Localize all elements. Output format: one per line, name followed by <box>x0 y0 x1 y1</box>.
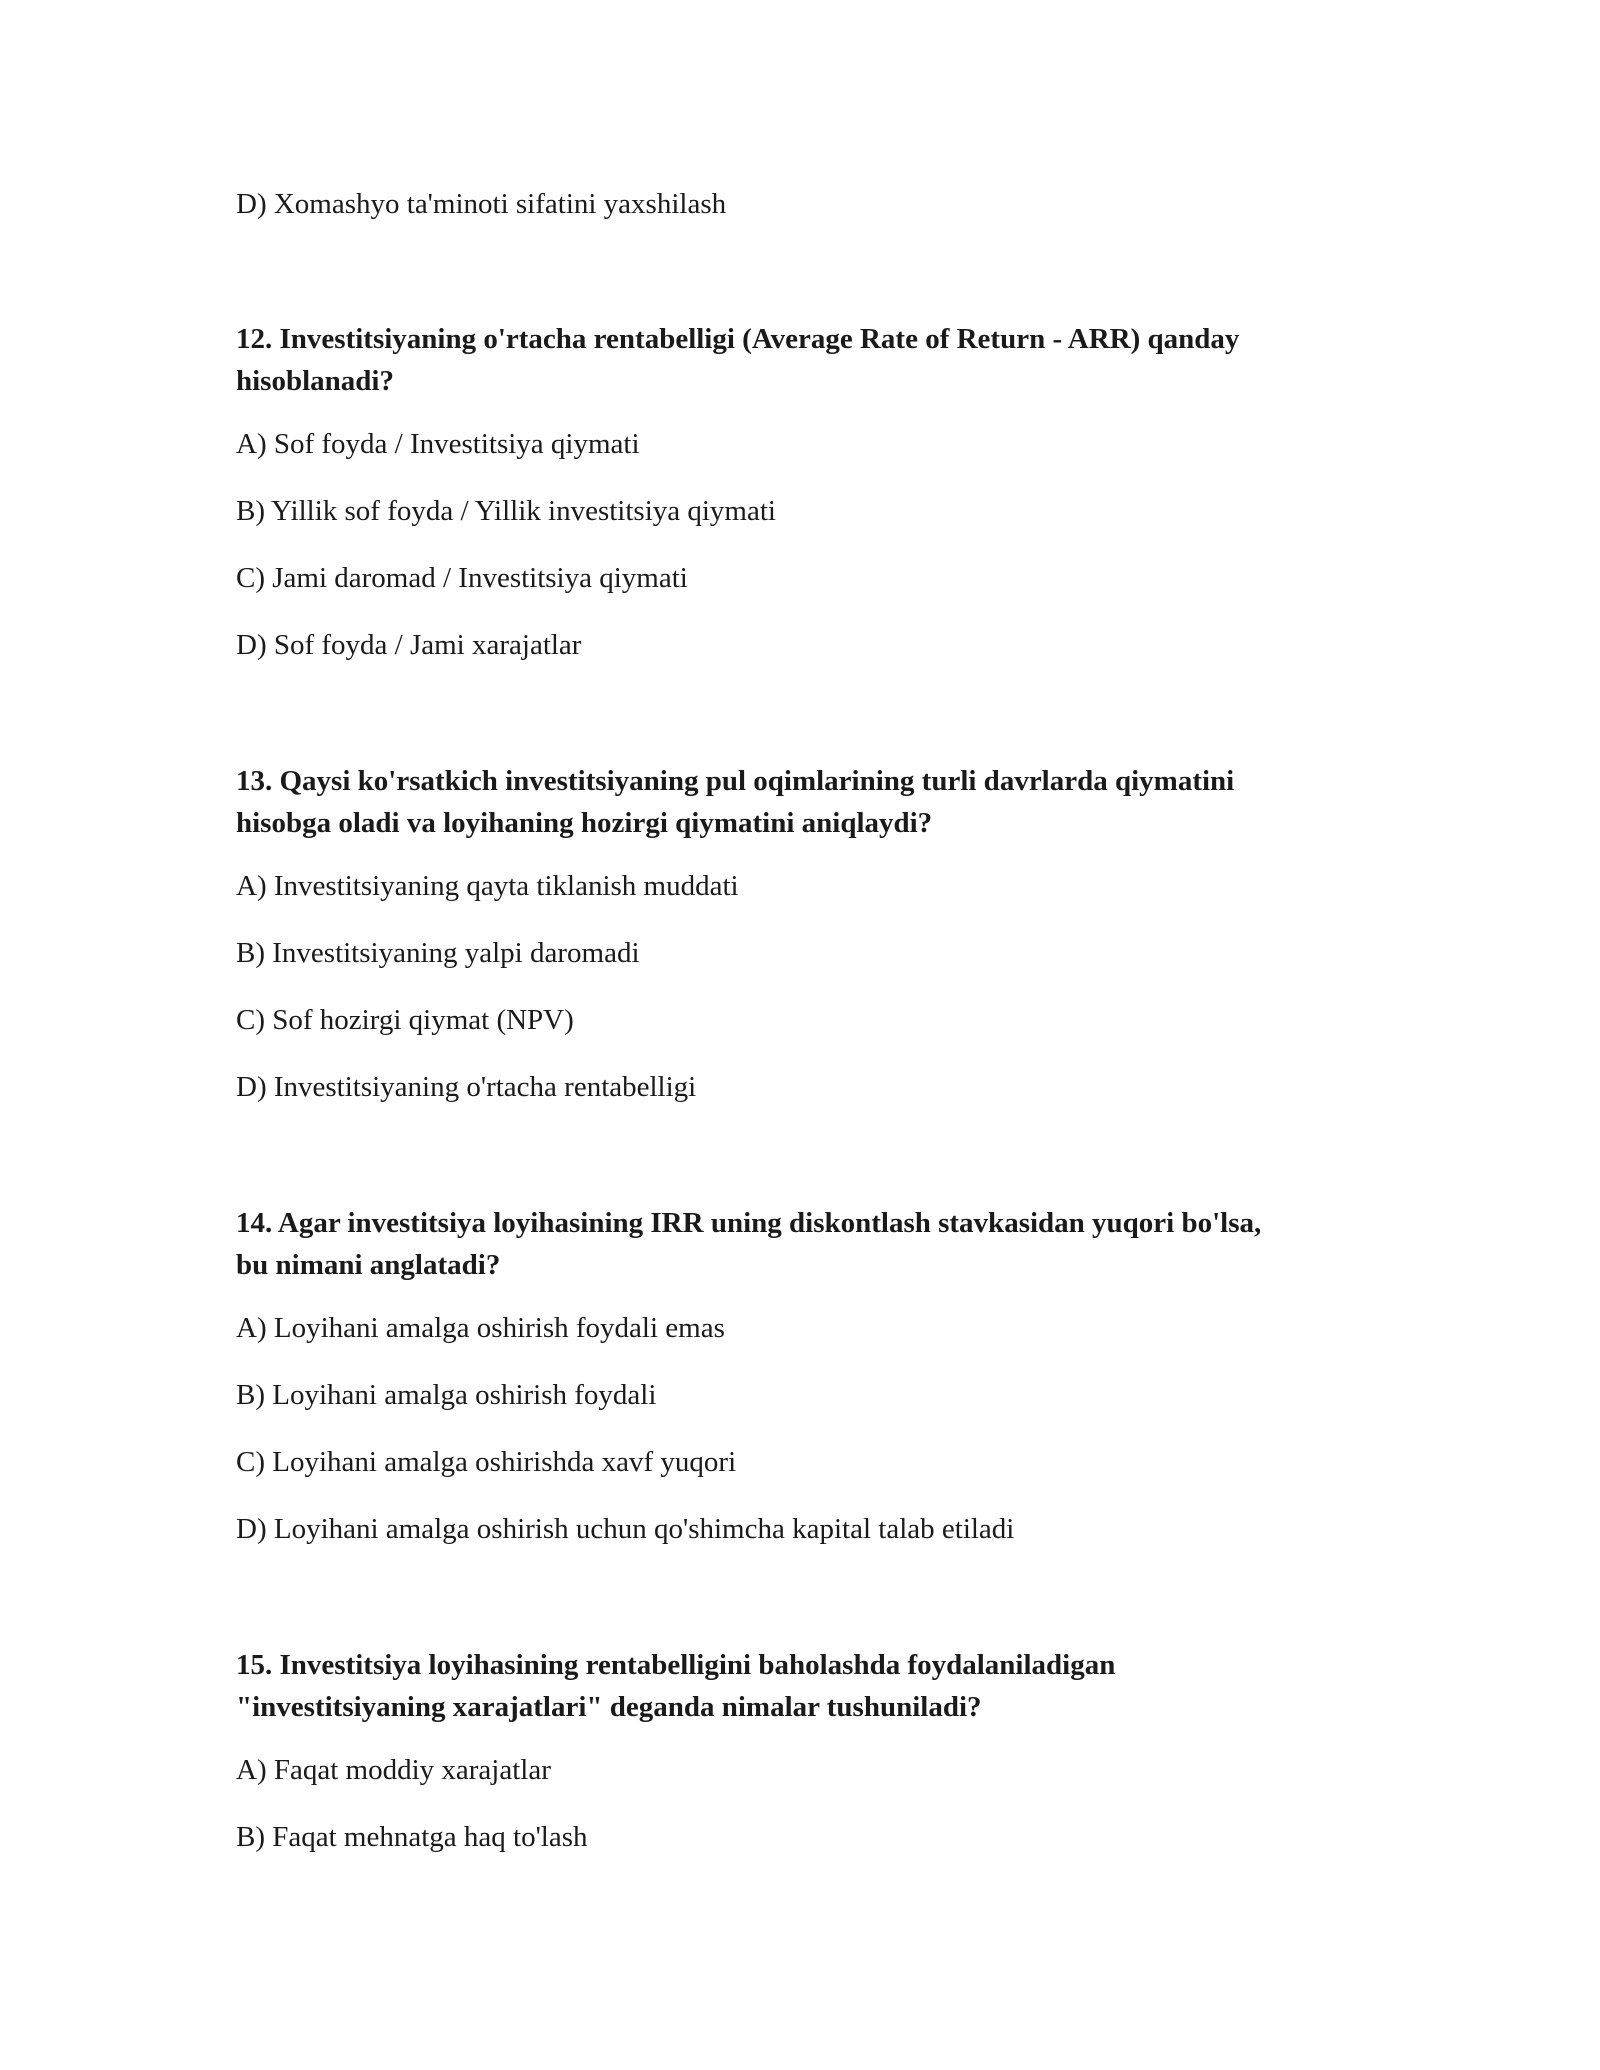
question-13-title-line-2: hisobga oladi va loyihaning hozirgi qiymatini aniqlaydi? <box>236 807 933 839</box>
question-12-option-a: A) Sof foyda / Investitsiya qiymati <box>236 428 640 460</box>
question-13-option-d: D) Investitsiyaning o'rtacha rentabelligi <box>236 1071 697 1103</box>
question-14-title-line-1: 14. Agar investitsiya loyihasining IRR uning diskontlash stavkasidan yuqori bo'lsa, <box>236 1207 1262 1239</box>
question-12-title <box>236 318 1239 402</box>
question-14-option-a: A) Loyihani amalga oshirish foydali emas <box>236 1312 725 1344</box>
question-12-option-b: B) Yillik sof foyda / Yillik investitsiya qiymati <box>236 495 776 527</box>
question-15-title-line-1: 15. Investitsiya loyihasining rentabelligini baholashda foydalaniladigan <box>236 1649 1116 1681</box>
question-14-title <box>236 1202 1261 1286</box>
question-15-option-b: B) Faqat mehnatga haq to'lash <box>236 1821 588 1853</box>
option-d-q11: D) Xomashyo ta'minoti sifatini yaxshilash <box>236 188 727 220</box>
question-13-title <box>236 760 1234 844</box>
question-13-option-c: C) Sof hozirgi qiymat (NPV) <box>236 1004 574 1036</box>
question-14-option-c: C) Loyihani amalga oshirishda xavf yuqori <box>236 1446 737 1478</box>
question-14-title-line-2: bu nimani anglatadi? <box>236 1249 501 1281</box>
question-12-option-d: D) Sof foyda / Jami xarajatlar <box>236 629 582 661</box>
question-13-option-a: A) Investitsiyaning qayta tiklanish muddati <box>236 870 739 902</box>
question-12-title-line-2: hisoblanadi? <box>236 365 394 397</box>
question-12-option-c: C) Jami daromad / Investitsiya qiymati <box>236 562 688 594</box>
question-15-title <box>236 1644 1115 1728</box>
question-13-title-line-1: 13. Qaysi ko'rsatkich investitsiyaning pul oqimlarining turli davrlarda qiymatini <box>236 765 1235 797</box>
question-15-option-a: A) Faqat moddiy xarajatlar <box>236 1754 551 1786</box>
question-14-option-b: B) Loyihani amalga oshirish foydali <box>236 1379 657 1411</box>
question-14-option-d: D) Loyihani amalga oshirish uchun qo'shimcha kapital talab etiladi <box>236 1513 1015 1545</box>
question-15-title-line-2: "investitsiyaning xarajatlari" deganda nimalar tushuniladi? <box>236 1691 982 1723</box>
question-13-option-b: B) Investitsiyaning yalpi daromadi <box>236 937 640 969</box>
question-12-title-line-1: 12. Investitsiyaning o'rtacha rentabelligi (Average Rate of Return - ARR) qanday <box>236 323 1240 355</box>
